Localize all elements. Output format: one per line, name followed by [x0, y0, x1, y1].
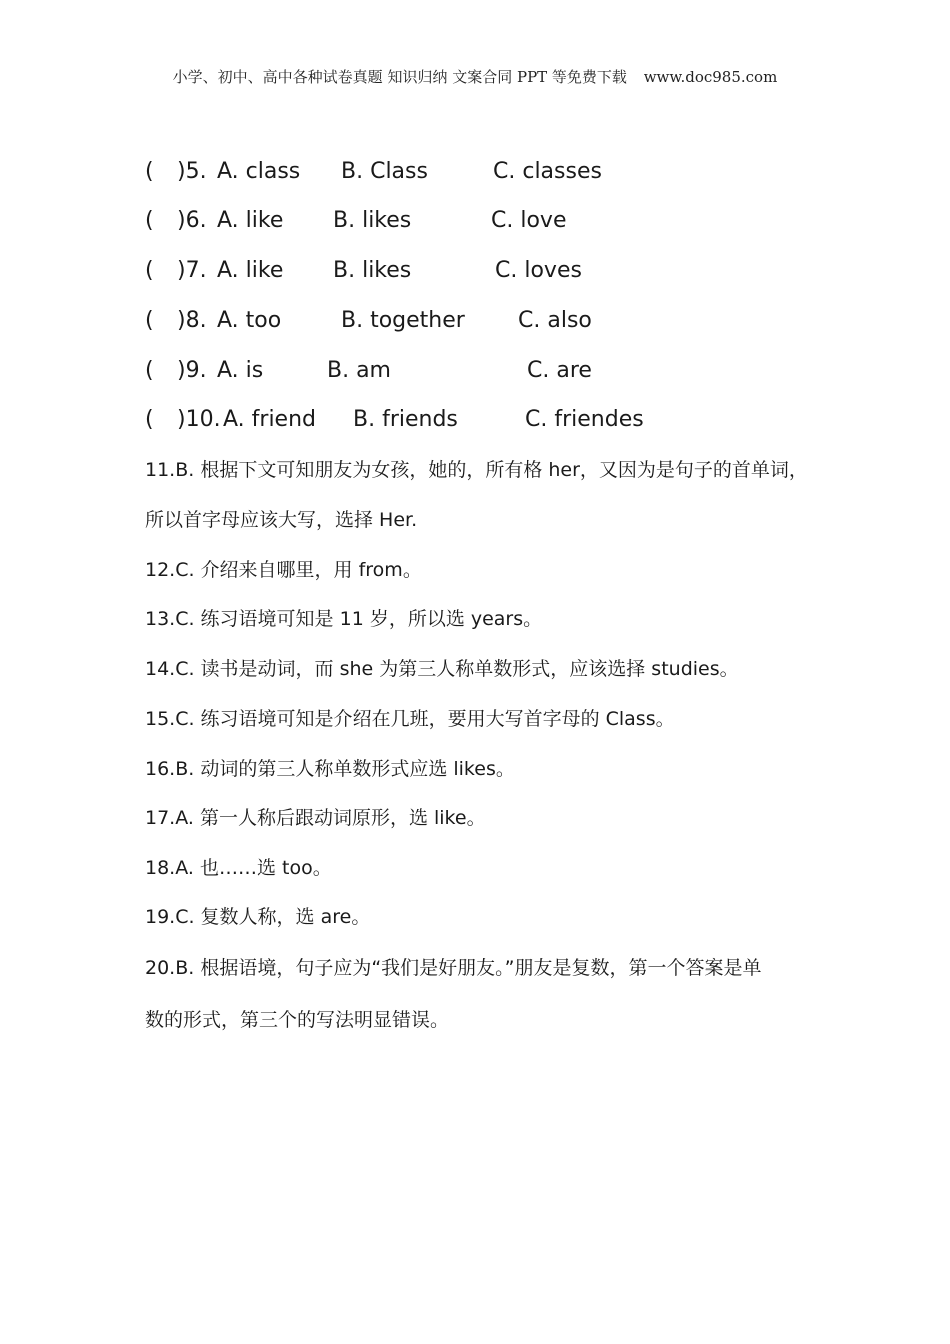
answer-line: 数的形式，第三个的写法明显错误。: [145, 1009, 450, 1031]
answer-blank: (: [145, 258, 154, 283]
option-b: B. likes: [333, 258, 412, 283]
answer-line: 13.C. 练习语境可知是 11 岁，所以选 years。: [145, 608, 543, 630]
answer-blank: (: [145, 358, 154, 383]
option-b: B. likes: [333, 208, 412, 233]
option-c: C. are: [527, 358, 592, 383]
option-b: B. am: [327, 358, 391, 383]
option-b: B. together: [341, 308, 465, 333]
option-a: A. friend: [223, 407, 316, 432]
page-header: [0, 66, 950, 87]
option-b: B. friends: [353, 407, 458, 432]
answer-line: 11.B. 根据下文可知朋友为女孩，她的，所有格 her，又因为是句子的首单词，: [145, 459, 808, 481]
answer-line: 16.B. 动词的第三人称单数形式应选 likes。: [145, 758, 515, 780]
answer-line: 18.A. 也……选 too。: [145, 857, 332, 879]
answer-line: 12.C. 介绍来自哪里，用 from。: [145, 559, 422, 581]
question-number: )6.: [177, 208, 207, 233]
option-a: A. like: [217, 258, 284, 283]
answer-line: 15.C. 练习语境可知是介绍在几班，要用大写首字母的 Class。: [145, 708, 675, 730]
question-number: )10.: [177, 407, 221, 432]
answer-line: 14.C. 读书是动词，而 she 为第三人称单数形式，应该选择 studies。: [145, 658, 739, 680]
answer-blank: (: [145, 407, 154, 432]
option-a: A. is: [217, 358, 264, 383]
option-c: C. also: [518, 308, 592, 333]
header-text: 小学、初中、高中各种试卷真题 知识归纳 文案合同 PPT 等免费下载: [172, 68, 627, 86]
option-a: A. too: [217, 308, 282, 333]
option-c: C. love: [491, 208, 567, 233]
answer-blank: (: [145, 308, 154, 333]
question-number: )8.: [177, 308, 207, 333]
option-a: A. class: [217, 159, 301, 184]
question-number: )7.: [177, 258, 207, 283]
question-number: )5.: [177, 159, 207, 184]
header-url: www.doc985.com: [643, 68, 778, 86]
option-c: C. friendes: [525, 407, 644, 432]
answer-line: 17.A. 第一人称后跟动词原形，选 like。: [145, 807, 486, 829]
answer-line: 19.C. 复数人称，选 are。: [145, 906, 371, 928]
option-b: B. Class: [341, 159, 428, 184]
question-number: )9.: [177, 358, 207, 383]
option-a: A. like: [217, 208, 284, 233]
option-c: C. classes: [493, 159, 602, 184]
answer-blank: (: [145, 208, 154, 233]
answer-line: 20.B. 根据语境，句子应为“我们是好朋友。”朋友是复数，第一个答案是单: [145, 957, 762, 979]
option-c: C. loves: [495, 258, 582, 283]
answer-blank: (: [145, 159, 154, 184]
answer-line: 所以首字母应该大写，选择 Her.: [145, 509, 418, 531]
